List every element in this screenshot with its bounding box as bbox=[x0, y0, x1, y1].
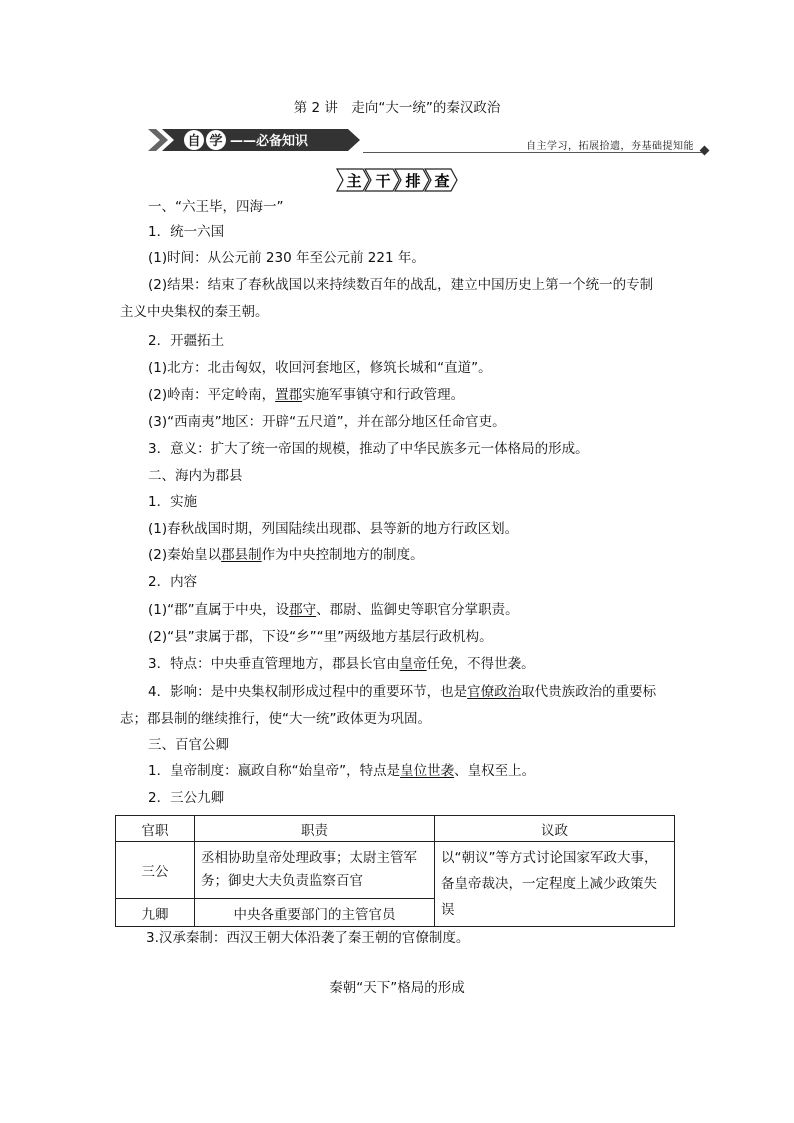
section-char-2: 干 bbox=[375, 172, 391, 190]
paragraph-line: (1)北方：北击匈奴，收回河套地区，修筑长城和“直道”。 bbox=[148, 360, 492, 376]
text-segment: (2)岭南：平定岭南， bbox=[148, 387, 276, 403]
cell-line: 丞相协助皇帝处理政事；太尉主管军 bbox=[201, 850, 417, 866]
table-cell-office: 九卿 bbox=[116, 899, 195, 927]
banner-char-1: 自 bbox=[187, 134, 201, 149]
banner-label bbox=[148, 127, 363, 153]
paragraph-line: 3．意义：扩大了统一帝国的规模，推动了中华民族多元一体格局的形成。 bbox=[148, 441, 589, 457]
section-char-3: 排 bbox=[405, 172, 421, 190]
paragraph-line bbox=[148, 385, 708, 405]
diamond-icon bbox=[700, 146, 710, 156]
paragraph-line bbox=[148, 545, 708, 565]
paragraph-line: 志；郡县制的继续推行，使“大一统”政体更为巩固。 bbox=[120, 711, 431, 727]
text-segment: 3．特点：中央垂直管理地方，郡县长官由 bbox=[148, 656, 400, 672]
underlined-term: 郡县制 bbox=[221, 547, 262, 563]
text-segment: 任免，不得世袭。 bbox=[426, 656, 535, 672]
cell-line: 误 bbox=[441, 902, 455, 918]
section-heading-badge bbox=[335, 167, 459, 193]
underlined-term: 皇帝 bbox=[399, 656, 427, 672]
heading-two: 二、海内为郡县 bbox=[148, 468, 243, 484]
paragraph-line: 3.汉承秦制：西汉王朝大体沿袭了秦王朝的官僚制度。 bbox=[146, 930, 470, 946]
heading-one: 一、“六王毕，四海一” bbox=[148, 199, 284, 215]
paragraph-line: (3)“西南夷”地区：开辟“五尺道”，并在部分地区任命官吏。 bbox=[148, 414, 506, 430]
text-segment: (2)秦始皇以 bbox=[148, 547, 222, 563]
officials-table bbox=[115, 815, 675, 927]
text-segment: 、郡尉、监御史等职官分掌职责。 bbox=[316, 602, 519, 618]
text-segment: 4．影响：是中央集权制形成过程中的重要环节，也是 bbox=[148, 684, 468, 700]
text-segment: 取代贵族政治的重要标 bbox=[521, 684, 657, 700]
subheading: 2．开疆拓土 bbox=[148, 333, 225, 349]
table-cell-office: 三公 bbox=[116, 842, 195, 899]
table-cell-duty bbox=[195, 842, 435, 899]
paragraph-line bbox=[148, 600, 708, 620]
text-segment: (1)“郡”直属于中央，设 bbox=[148, 602, 290, 618]
table-header-row bbox=[116, 816, 675, 842]
table-header: 官职 bbox=[116, 816, 195, 842]
page-title: 第 2 讲 走向“大一统”的秦汉政治 bbox=[293, 100, 501, 116]
paragraph-line: 主义中央集权的秦王朝。 bbox=[120, 304, 269, 320]
underlined-term: 官僚政治 bbox=[467, 684, 522, 700]
section-char-4: 查 bbox=[434, 172, 450, 190]
heading-three: 三、百官公卿 bbox=[148, 737, 229, 753]
paragraph-line: (1)春秋战国时期，列国陆续出现郡、县等新的地方行政区划。 bbox=[148, 521, 519, 537]
paragraph-line bbox=[148, 682, 708, 702]
subheading: 2．三公九卿 bbox=[148, 790, 225, 806]
paragraph-line: (1)时间：从公元前 230 年至公元前 221 年。 bbox=[148, 250, 425, 266]
text-segment: 实施军事镇守和行政管理。 bbox=[302, 387, 465, 403]
underlined-term: 皇位世袭 bbox=[400, 763, 455, 779]
cell-line: 以“朝议”等方式讨论国家军政大事， bbox=[441, 850, 658, 866]
section-banner bbox=[148, 127, 708, 155]
table-cell-discussion bbox=[435, 842, 675, 927]
section-heading bbox=[0, 167, 794, 197]
paragraph-line: (2)结果：结束了春秋战国以来持续数百年的战乱，建立中国历史上第一个统一的专制 bbox=[148, 277, 654, 293]
banner-tagline: 自主学习，拓展拾遗，夯基础提知能 bbox=[526, 141, 694, 152]
banner-subtitle: ——必备知识 bbox=[230, 134, 309, 149]
underlined-term: 置郡 bbox=[275, 387, 303, 403]
cell-line: 务；御史大夫负责监察百官 bbox=[201, 873, 363, 889]
underlined-term: 郡守 bbox=[289, 602, 317, 618]
text-segment: 作为中央控制地方的制度。 bbox=[261, 547, 424, 563]
cell-line: 备皇帝裁决，一定程度上减少政策失 bbox=[441, 876, 657, 892]
text-segment: 、皇权至上。 bbox=[454, 763, 536, 779]
banner-rule bbox=[363, 152, 702, 153]
table-row bbox=[116, 842, 675, 899]
subheading: 1．统一六国 bbox=[148, 224, 225, 240]
text-segment: 1．皇帝制度：嬴政自称“始皇帝”，特点是 bbox=[148, 763, 401, 779]
table-header: 职责 bbox=[195, 816, 435, 842]
table-cell-duty: 中央各重要部门的主管官员 bbox=[195, 899, 435, 927]
paragraph-line: (2)“县”隶属于郡，下设“乡”“里”两级地方基层行政机构。 bbox=[148, 629, 493, 645]
paragraph-line bbox=[148, 654, 708, 674]
subheading: 1．实施 bbox=[148, 494, 198, 510]
paragraph-line bbox=[148, 761, 708, 781]
table-header: 议政 bbox=[435, 816, 675, 842]
subheading: 2．内容 bbox=[148, 574, 198, 590]
banner-char-2: 学 bbox=[209, 134, 223, 149]
section-caption: 秦朝“天下”格局的形成 bbox=[329, 980, 465, 996]
section-char-1: 主 bbox=[346, 172, 362, 190]
